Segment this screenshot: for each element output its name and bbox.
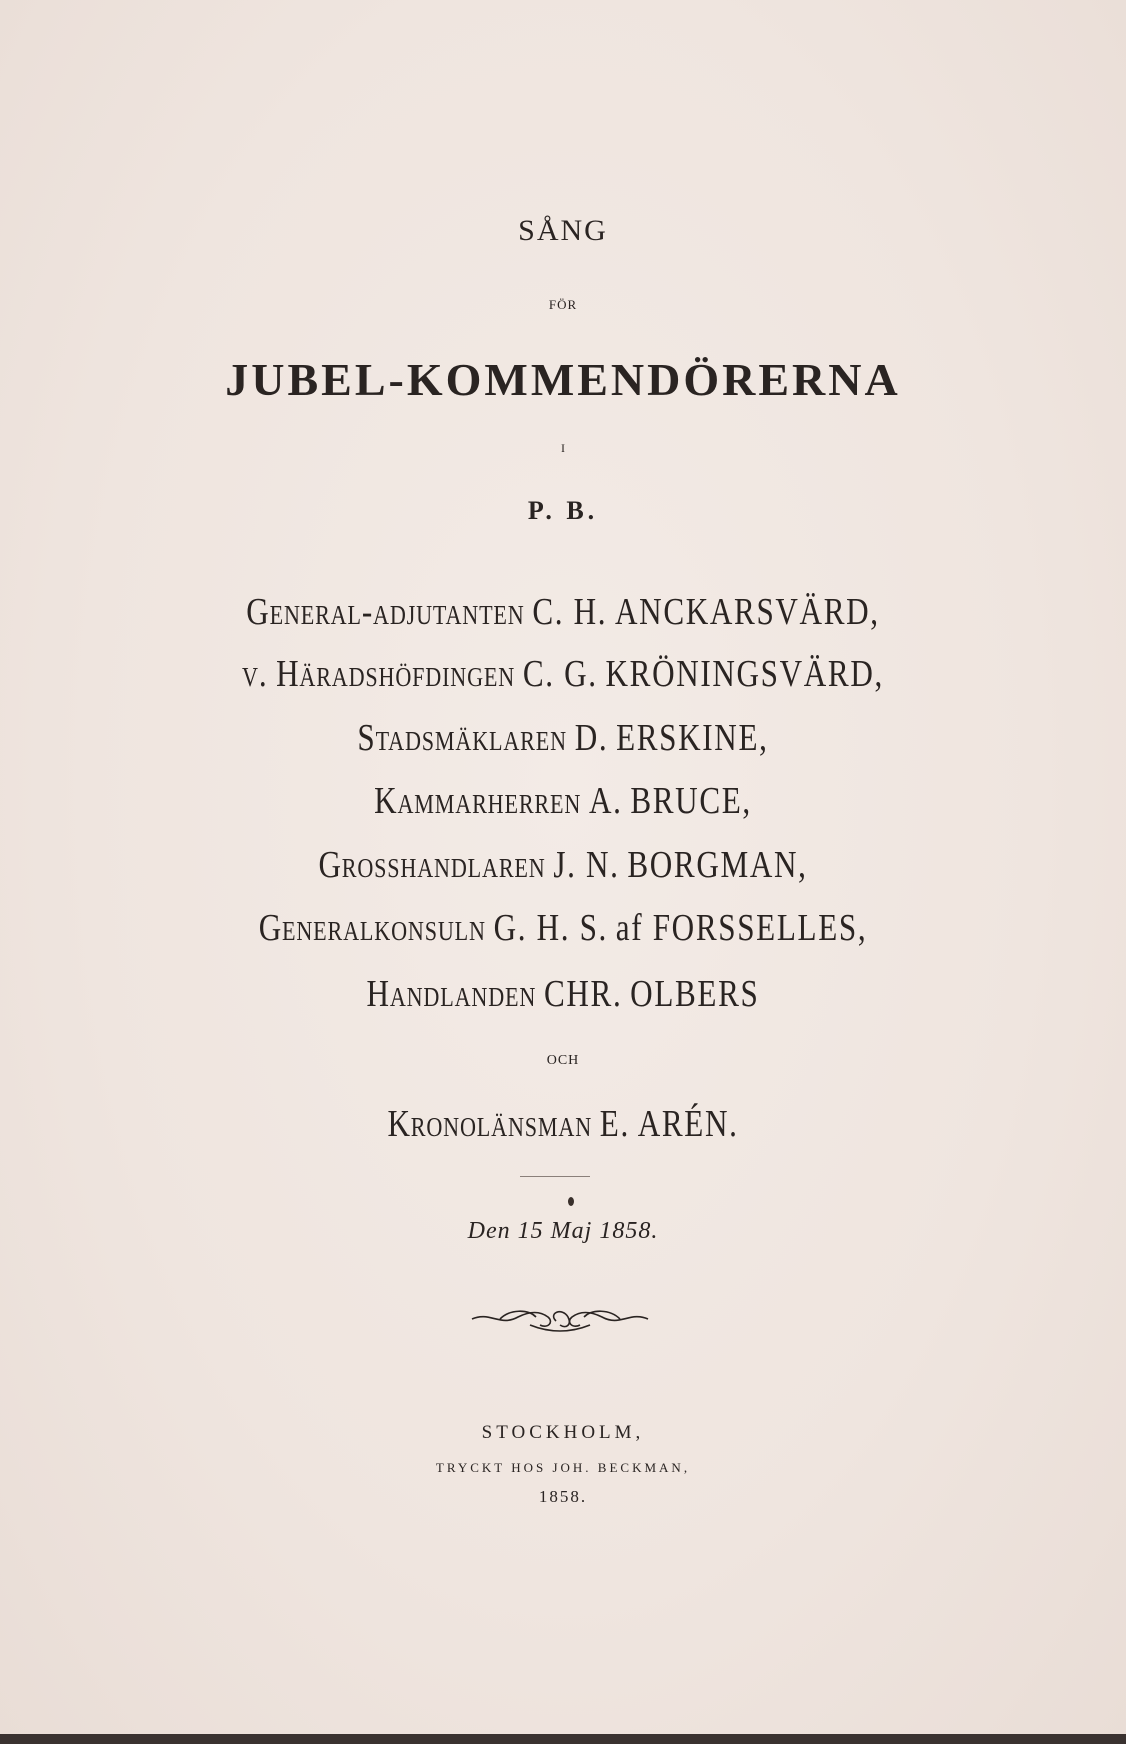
pb-initials: P. B.: [527, 496, 599, 525]
name-line: [101, 906, 1024, 950]
name-initials: C. H.: [532, 591, 608, 633]
name-surname: af FORSSELLES,: [615, 907, 868, 949]
name-line: [101, 1102, 1024, 1146]
in-word: I: [561, 441, 565, 455]
name-surname: KRÖNINGSVÄRD,: [605, 653, 884, 695]
name-initials: E.: [599, 1103, 630, 1145]
name-title: Generalkonsuln: [258, 907, 486, 949]
imprint-printer: TRYCKT HOS JOH. BECKMAN,: [435, 1460, 691, 1475]
name-initials: A.: [588, 780, 623, 822]
imprint-year: 1858.: [538, 1487, 588, 1506]
name-surname: BRUCE,: [630, 780, 752, 822]
divider-rule: [520, 1176, 590, 1177]
name-title: v. Häradshöfdingen: [242, 653, 516, 695]
name-line: [101, 590, 1024, 634]
name-initials: D.: [574, 717, 609, 759]
name-surname: BORGMAN,: [627, 844, 808, 886]
name-line: [101, 716, 1024, 760]
name-title: Handlanden: [366, 973, 537, 1015]
name-surname: ARÉN.: [637, 1103, 739, 1145]
date-line: Den 15 Maj 1858.: [467, 1218, 659, 1244]
name-initials: CHR.: [543, 973, 623, 1015]
name-line: [101, 652, 1024, 696]
ornament-flourish-icon: [470, 1303, 650, 1333]
name-line: [101, 972, 1024, 1016]
song-heading: SÅNG: [518, 214, 608, 247]
name-line: [101, 843, 1024, 887]
for-word: FÖR: [548, 297, 578, 312]
name-title: General-adjutanten: [246, 591, 525, 633]
main-title: JUBEL-KOMMENDÖRERNA: [225, 354, 901, 405]
name-surname: ERSKINE,: [616, 717, 769, 759]
name-title: Kammarherren: [374, 780, 582, 822]
name-initials: J. N.: [553, 844, 620, 886]
and-word: OCH: [546, 1053, 580, 1068]
name-initials: C. G.: [522, 653, 598, 695]
name-title: Stadsmäklaren: [357, 717, 567, 759]
name-line: [101, 779, 1024, 823]
name-surname: OLBERS: [630, 973, 760, 1015]
name-title: Kronolänsman: [387, 1103, 593, 1145]
ink-dot: [568, 1197, 574, 1206]
name-title: Grosshandlaren: [318, 844, 546, 886]
imprint-city: STOCKHOLM,: [481, 1422, 645, 1443]
name-initials: G. H. S.: [493, 907, 608, 949]
name-surname: ANCKARSVÄRD,: [615, 591, 880, 633]
